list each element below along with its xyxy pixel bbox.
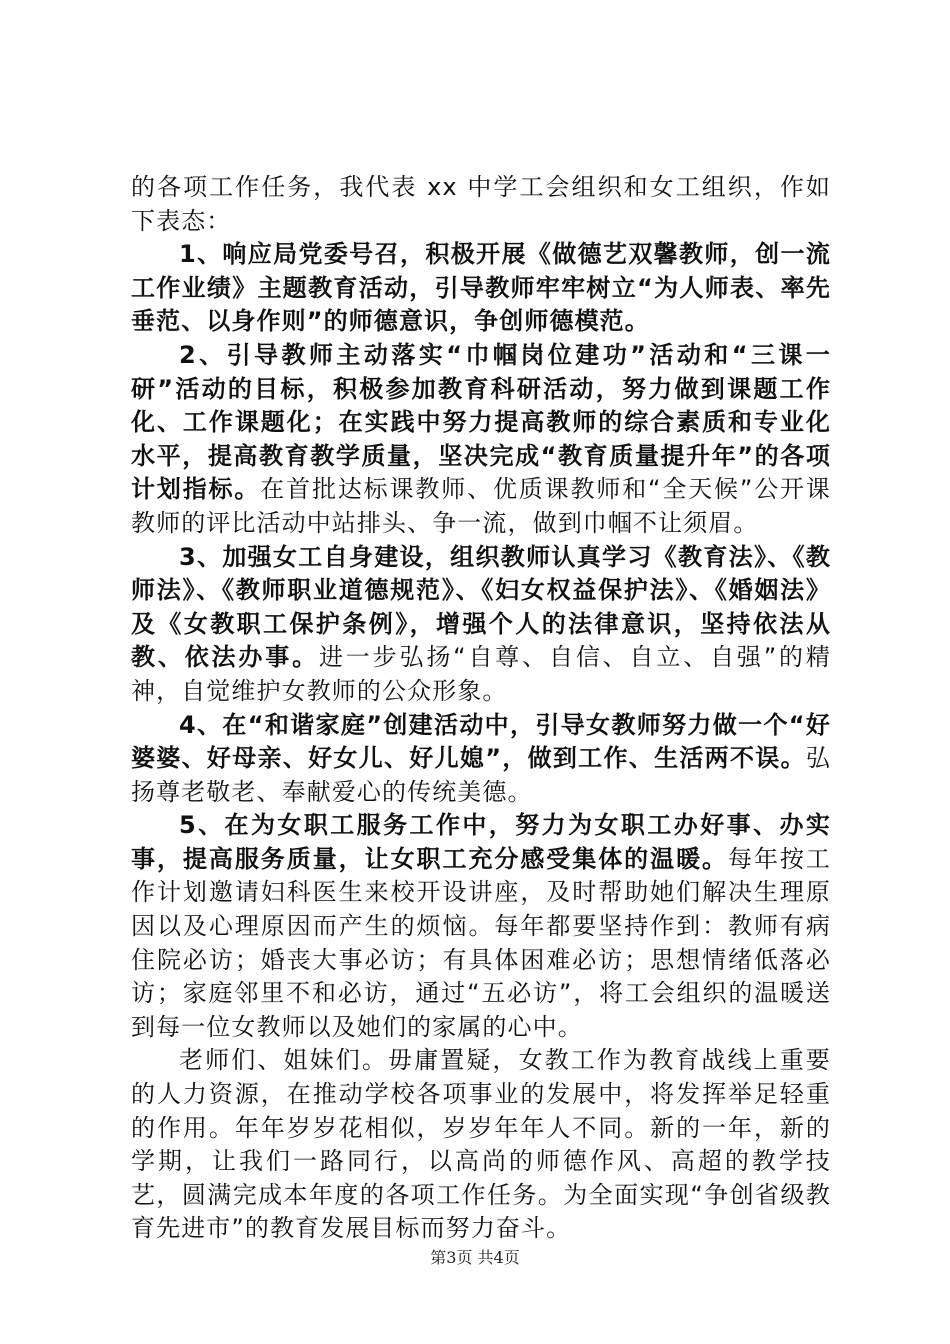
paragraph-text-bold: 5、在为女职工服务工作中，努力为女职工办好事、办实事，提高服务质量，让女职工充分感受集体的温暖。 [131, 811, 831, 873]
paragraph-text: 1、响应局党委号召，积极开展《做德艺双馨教师，创一流工作业绩》主题教育活动，引导教师牢牢树立“为人师表、率先垂范、以身作则”的师德意识，争创师德模范。 [131, 240, 831, 336]
paragraph-text: 老师们、姐妹们。毋庸置疑，女教工作为教育战线上重要的人力资源，在推动学校各项事业的发展中，将发挥举足轻重的作用。年年岁岁花相似，岁岁年年人不同。新的一年，新的学期，让我们一路同行，以高尚的师德作风、高超的教学技艺，圆满完成本年度的各项工作任务。为全面实现“争创省级教育先进市”的教育发展目标而努力奋斗。 [131, 1046, 831, 1243]
paragraph-text-bold: 2、引导教师主动落实“巾帼岗位建功”活动和“三课一研”活动的目标，积极参加教育科研活动，努力做到课题工作化、工作课题化；在实践中努力提高教师的综合素质和专业化水平，提高教育教学质量，坚决完成“教育质量提升年”的各项计划指标。 [131, 340, 831, 504]
paragraph-intro [131, 171, 831, 238]
paragraph-text: 弘扬尊老敬老、奉献爱心的传统美德。 [131, 744, 831, 806]
page-footer [0, 1245, 950, 1268]
paragraph-text: 在首批达标课教师、优质课教师和“全天候”公开课教师的评比活动中站排头、争一流，做到巾帼不让须眉。 [131, 475, 831, 537]
paragraph-text: 的各项工作任务，我代表 xx 中学工会组织和女工组织，作如下表态： [131, 173, 831, 235]
paragraph-item-1 [131, 238, 831, 339]
paragraph-item-2 [131, 339, 831, 541]
paragraph-closing [131, 1044, 831, 1246]
paragraph-item-3 [131, 541, 831, 709]
paragraph-item-5 [131, 809, 831, 1044]
document-body [131, 171, 831, 1246]
page-number-label: 第3页 共4页 [430, 1248, 520, 1267]
paragraph-text-bold: 4、在“和谐家庭”创建活动中，引导女教师努力做一个“好婆婆、好母亲、好女儿、好儿媳”，做到工作、生活两不误。 [131, 710, 831, 773]
paragraph-item-4 [131, 709, 831, 810]
paragraph-text-bold: 3、加强女工自身建设，组织教师认真学习《教育法》、《教师法》、《教师职业道德规范》、《妇女权益保护法》、《婚姻法》及《女教职工保护条例》，增强个人的法律意识，坚持依法从教、依法办事。 [131, 542, 831, 672]
paragraph-text: 每年按工作计划邀请妇科医生来校开设讲座，及时帮助她们解决生理原因以及心理原因而产生的烦恼。每年都要坚持作到：教师有病住院必访；婚丧大事必访；有具体困难必访；思想情绪低落必访；家庭邻里不和必访，通过“五必访”，将工会组织的温暖送到每一位女教师以及她们的家属的心中。 [131, 844, 831, 1041]
paragraph-text: 进一步弘扬“自尊、自信、自立、自强”的精神，自觉维护女教师的公众形象。 [131, 643, 831, 705]
